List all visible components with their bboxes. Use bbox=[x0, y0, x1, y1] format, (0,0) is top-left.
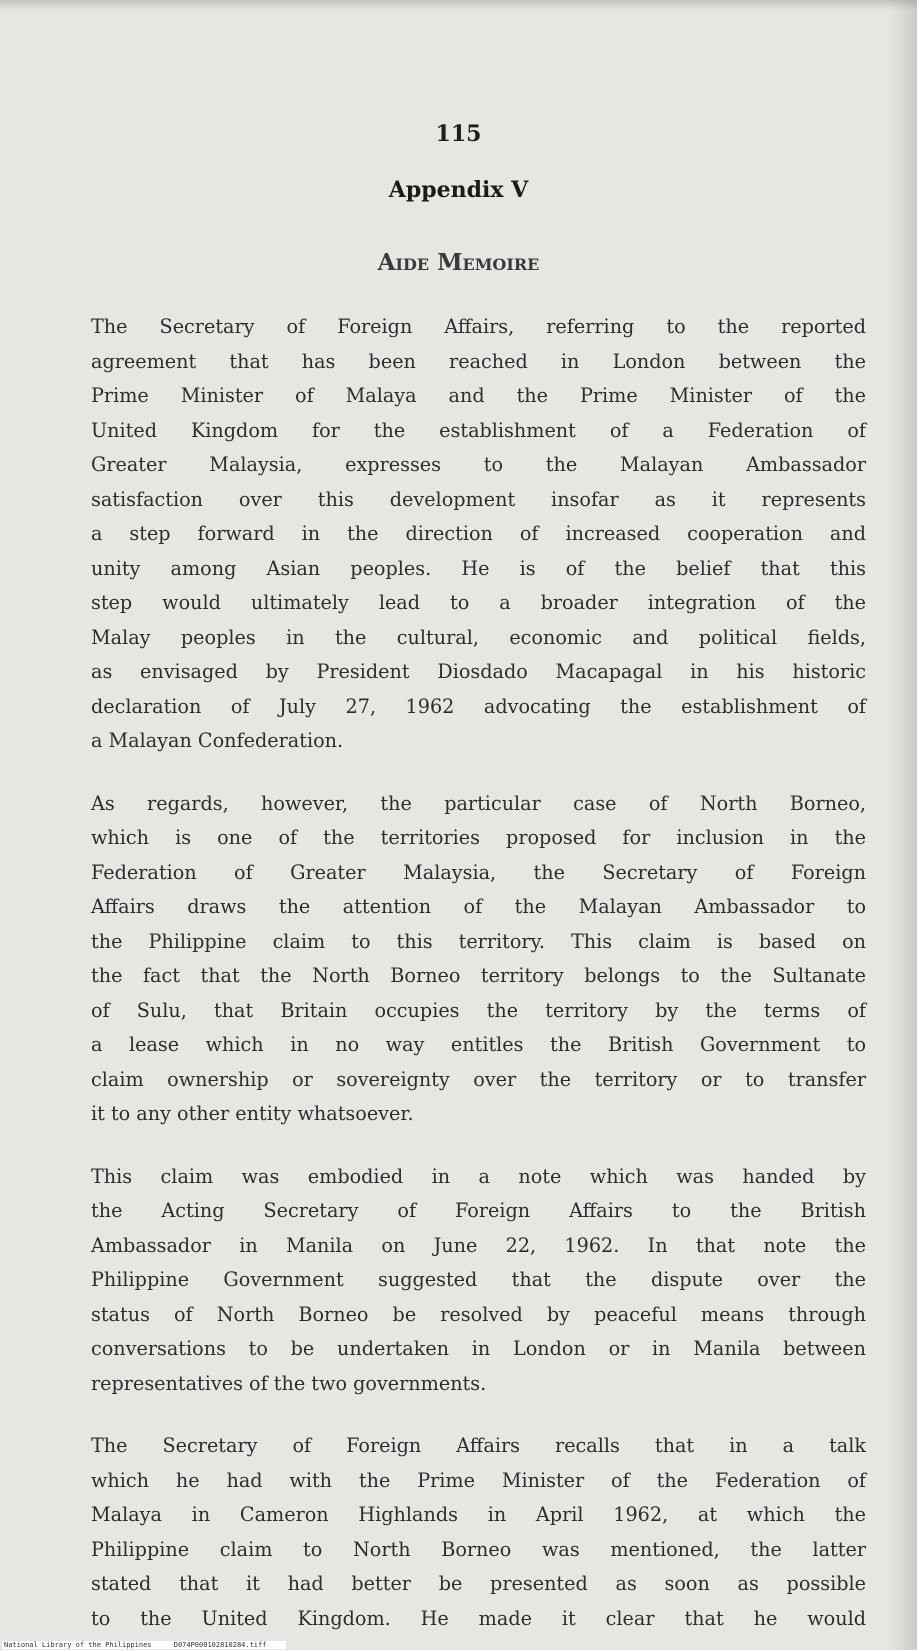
paragraph-line: Philippine Government suggested that the dispute over the bbox=[91, 1268, 866, 1291]
paragraph-line: step would ultimately lead to a broader integration of the bbox=[91, 591, 866, 614]
paragraph-line: which he had with the Prime Minister of the Federation of bbox=[91, 1468, 866, 1492]
footer-source: National Library of the Philippines bbox=[4, 1641, 152, 1649]
footer-file: D074P000102810284.tiff bbox=[173, 1641, 267, 1649]
paragraph bbox=[91, 787, 866, 1132]
paragraph bbox=[91, 1429, 866, 1636]
paragraph-line: the Philippine claim to this territory. This claim is based on bbox=[91, 929, 866, 953]
paragraph-line: This claim was embodied in a note which was handed by bbox=[91, 1164, 866, 1188]
paragraph-line: a Malayan Confederation. bbox=[91, 729, 344, 752]
paragraph-line: claim ownership or sovereignty over the territory or to transfer bbox=[91, 1067, 866, 1091]
paragraph-line: a lease which in no way entitles the British Government to bbox=[91, 1033, 866, 1056]
paragraph-line: to the United Kingdom. He made it clear that he would bbox=[91, 1606, 866, 1630]
paragraph-line: it to any other entity whatsoever. bbox=[91, 1102, 414, 1125]
paragraph-line: the Acting Secretary of Foreign Affairs to the British bbox=[91, 1199, 866, 1222]
paragraph-line: which is one of the territories proposed for inclusion in the bbox=[91, 826, 866, 849]
scan-footer bbox=[2, 1641, 286, 1649]
paragraph-line: the fact that the North Borneo territory belongs to the Sultanate bbox=[91, 964, 866, 987]
paragraph-line: Prime Minister of Malaya and the Prime Minister of the bbox=[91, 384, 866, 407]
paragraph-line: The Secretary of Foreign Affairs, referring to the reported bbox=[91, 315, 866, 338]
paragraph-line: Malaya in Cameron Highlands in April 1962, at which the bbox=[91, 1503, 866, 1526]
paragraph-line: United Kingdom for the establishment of a Federation of bbox=[91, 418, 866, 442]
page-number: 115 bbox=[435, 121, 482, 147]
paragraph-line: Philippine claim to North Borneo was mentioned, the latter bbox=[91, 1537, 866, 1561]
paragraph-line: satisfaction over this development insofar as it represents bbox=[91, 487, 866, 511]
paragraph-line: Greater Malaysia, expresses to the Malayan Ambassador bbox=[91, 453, 866, 476]
section-title: Aide Memoire bbox=[377, 249, 540, 276]
document-body bbox=[91, 310, 866, 1650]
paragraph bbox=[91, 310, 866, 759]
paragraph-line: As regards, however, the particular case of North Borneo, bbox=[91, 791, 866, 815]
paragraph-line: status of North Borneo be resolved by peaceful means through bbox=[91, 1302, 866, 1326]
paragraph-line: as envisaged by President Diosdado Macapagal in his historic bbox=[91, 660, 866, 683]
page-edge-shadow bbox=[889, 0, 917, 1650]
paragraph-line: declaration of July 27, 1962 advocating the establishment of bbox=[91, 694, 866, 718]
paragraph bbox=[91, 1160, 866, 1402]
paragraph-line: representatives of the two governments. bbox=[91, 1371, 487, 1395]
scan-top-shadow bbox=[0, 0, 917, 10]
paragraph-line: Affairs draws the attention of the Malayan Ambassador to bbox=[91, 895, 866, 918]
paragraph-line: Malay peoples in the cultural, economic and political fields, bbox=[91, 625, 866, 649]
paragraph-line: agreement that has been reached in London between the bbox=[91, 349, 866, 373]
paragraph-line: The Secretary of Foreign Affairs recalls that in a talk bbox=[91, 1434, 866, 1457]
paragraph-line: Federation of Greater Malaysia, the Secretary of Foreign bbox=[91, 860, 866, 884]
appendix-title: Appendix V bbox=[388, 177, 529, 203]
paragraph-line: a step forward in the direction of increased cooperation and bbox=[91, 522, 866, 545]
paragraph-line: conversations to be undertaken in London or in Manila between bbox=[91, 1337, 866, 1360]
paragraph-line: stated that it had better be presented as soon as possible bbox=[91, 1572, 866, 1595]
paragraph-line: Ambassador in Manila on June 22, 1962. In that note the bbox=[91, 1233, 866, 1257]
paragraph-line: of Sulu, that Britain occupies the territory by the terms of bbox=[91, 998, 866, 1022]
paragraph-line: unity among Asian peoples. He is of the belief that this bbox=[91, 556, 866, 580]
